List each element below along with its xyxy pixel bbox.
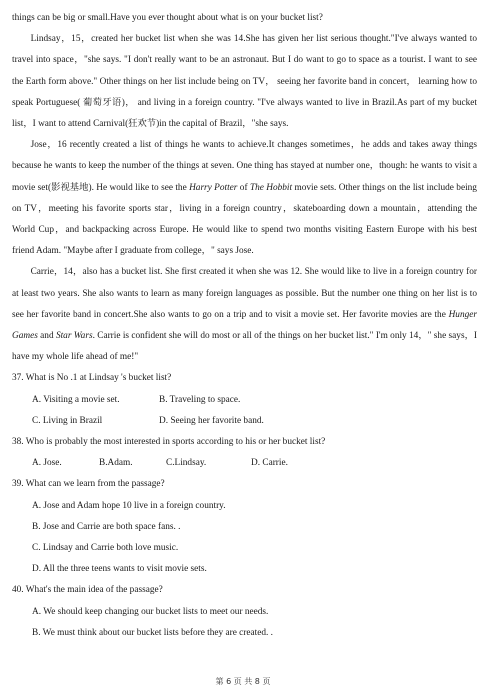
question-40-option-b: B. We must think about our bucket lists before they are created. . <box>32 627 273 638</box>
jose-text-3: movie sets. Other things on the list include being on TV，meeting his favorite sports star，living in a foreign country，skateboarding down a mountain，attending the World Cup，and backpacking across Europe. He would like to spend two months visiting Eastern Europe with his best friend Adam. "Maybe after I graduate from college，" says Jose. <box>12 182 477 257</box>
question-37-option-c: C. Living in Brazil <box>32 415 103 426</box>
passage-paragraph-lindsay: Lindsay，15，created her bucket list when she was 14.She has given her list serious thought."I've always wanted to travel into space，"she says. "I don't really want to be an astronaut. But I do want to go to space as a tourist. I want to see the Earth form above." Other things on her list include being on TV， seeing her favorite band in concert， learning how to speak Portuguese( 葡萄牙语)， and living in a foreign country. "I've always wanted to live in Brazil.As part of my bucket list，I want to attend Carnival(狂欢节)in the capital of Brazil，"she says. <box>12 34 477 130</box>
question-37-option-a: A. Visiting a movie set. <box>32 394 120 405</box>
question-37-option-b: B. Traveling to space. <box>159 394 241 405</box>
question-39-option-a: A. Jose and Adam hope 10 live in a foreign country. <box>32 500 226 511</box>
passage-paragraph-jose <box>12 135 477 262</box>
question-39-option-b: B. Jose and Carrie are both space fans. . <box>32 521 181 532</box>
question-38-options-row <box>32 453 477 474</box>
question-38-stem: 38. Who is probably the most interested in sports according to his or her bucket list? <box>12 437 326 448</box>
question-37-stem: 37. What is No .1 at Lindsay 's bucket list? <box>12 373 172 384</box>
question-40-option-a: A. We should keep changing our bucket lists to meet our needs. <box>32 606 269 617</box>
question-40-stem: 40. What's the main idea of the passage? <box>12 585 163 596</box>
movie-title-hunger-games: Hunger Games <box>12 309 477 342</box>
passage-paragraph-carrie <box>12 262 477 368</box>
question-39-stem: 39. What can we learn from the passage? <box>12 479 165 490</box>
page-footer: 第 6 页 共 8 页 <box>215 677 271 686</box>
movie-title-the-hobbit: The Hobbit <box>249 182 293 193</box>
question-38-option-a: A. Jose. <box>32 458 62 469</box>
jose-text-2: of <box>237 182 250 193</box>
movie-title-harry-potter: Harry Potter <box>189 182 238 193</box>
question-38-option-d: D. Carrie. <box>251 458 288 469</box>
passage-paragraph-0: things can be big or small.Have you ever thought about what is on your bucket list? <box>12 13 323 23</box>
jose-text-1: Jose，16 recently created a list of things he wants to achieve.It changes sometimes，he adds and takes away things because he wants to keep the number of the things at seven. One thing has stayed at number one，though: he wants to visit a movie set(影视基地). He would like to see the <box>12 140 477 193</box>
question-38-option-b: B.Adam. <box>99 458 133 469</box>
question-39-option-d: D. All the three teens wants to visit movie sets. <box>32 564 207 575</box>
question-37-options-row-1 <box>32 390 477 411</box>
question-39-option-c: C. Lindsay and Carrie both love music. <box>32 543 179 554</box>
movie-title-star-wars: Star Wars <box>55 331 93 342</box>
carrie-text-2: and <box>37 331 56 342</box>
carrie-text-1: Carrie，14，also has a bucket list. She first created it when she was 12. She would like to live in a foreign country for at least two years. She also wants to learn as many foreign languages as possible. But the number one thing on her list is to see her favorite band in concert.She also wants to go on a trip and to visit a movie set. Her favorite movies are the <box>12 267 477 320</box>
carrie-text-3: . Carrie is confident she will do most or all of the things on her bucket list." I'm only 14，" she says，I have my whole life ahead of me!" <box>12 331 477 363</box>
question-38-option-c: C.Lindsay. <box>166 458 207 469</box>
question-37-options-row-2 <box>32 411 477 432</box>
question-37-option-d: D. Seeing her favorite band. <box>159 415 264 426</box>
